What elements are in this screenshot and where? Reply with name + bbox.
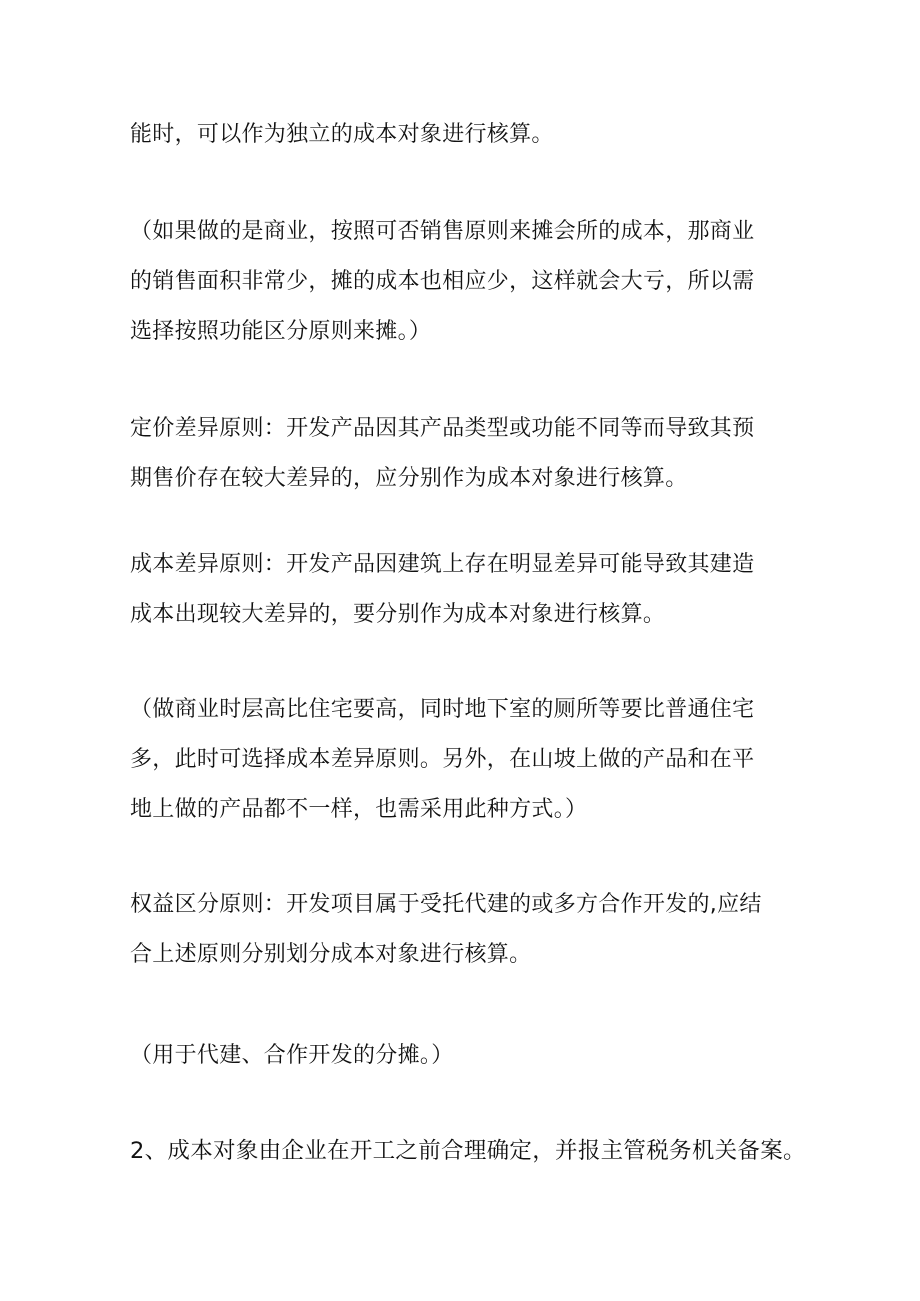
paragraph-pricing-difference-principle	[130, 404, 792, 504]
paragraph-item-2	[130, 1126, 806, 1176]
text-line: 地上做的产品都不一样，也需采用此种方式。）	[130, 797, 588, 822]
paragraph-equity-distinction-principle	[130, 880, 792, 980]
text-line: （做商业时层高比住宅要高，同时地下室的厕所等要比普通住宅	[130, 697, 755, 722]
text-line: （用于代建、合作开发的分摊。）	[130, 1043, 454, 1068]
text-line: 多，此时可选择成本差异原则。另外，在山坡上做的产品和在平	[130, 747, 755, 772]
text-line: 合上述原则分别划分成本对象进行核算。	[130, 942, 532, 967]
text-line: 权益区分原则：开发项目属于受托代建的或多方合作开发的,应结	[130, 892, 762, 917]
text-line: （如果做的是商业，按照可否销售原则来摊会所的成本，那商业	[130, 219, 755, 244]
text-line: 2、成本对象由企业在开工之前合理确定，并报主管税务机关备案。	[130, 1138, 806, 1164]
text-line: 的销售面积非常少，摊的成本也相应少，这样就会大亏，所以需	[130, 269, 755, 294]
paragraph-cost-difference-principle	[130, 540, 792, 640]
text-line: 期售价存在较大差异的，应分别作为成本对象进行核算。	[130, 466, 688, 491]
paragraph-note-floor-height	[130, 685, 792, 835]
paragraph-continuation	[130, 110, 792, 160]
text-line: 成本差异原则：开发产品因建筑上存在明显差异可能导致其建造	[130, 552, 755, 577]
text-line: 选择按照功能区分原则来摊。）	[130, 319, 432, 344]
text-line: 定价差异原则：开发产品因其产品类型或功能不同等而导致其预	[130, 416, 755, 441]
text-line: 成本出现较大差异的，要分别作为成本对象进行核算。	[130, 602, 666, 627]
paragraph-note-commercial	[130, 207, 792, 357]
paragraph-note-joint-development	[130, 1031, 792, 1081]
text-line: 能时，可以作为独立的成本对象进行核算。	[130, 122, 554, 147]
